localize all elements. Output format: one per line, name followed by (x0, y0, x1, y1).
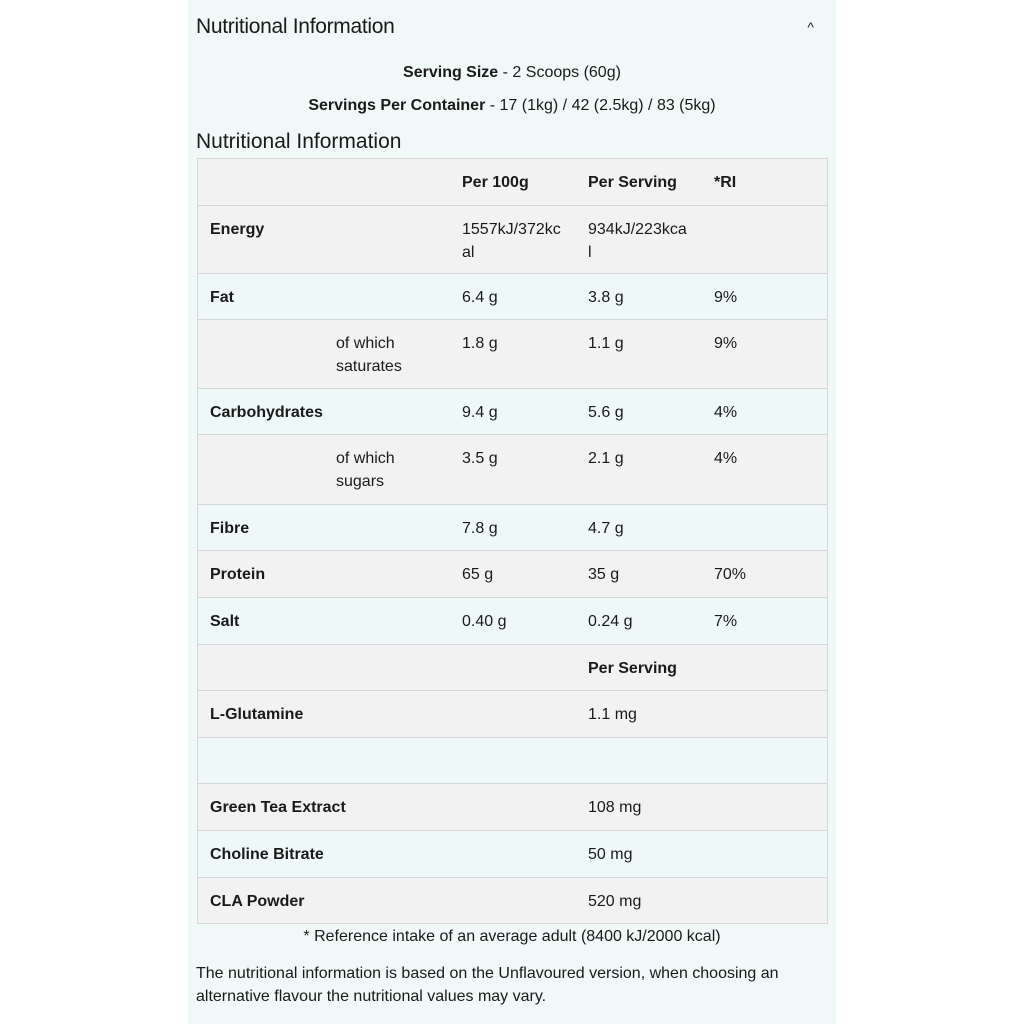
row-name: Energy (198, 206, 337, 274)
reference-intake-footnote: * Reference intake of an average adult (8400 kJ/2000 kcal) (303, 928, 721, 945)
accordion-header[interactable] (196, 10, 828, 44)
row-name: Salt (198, 598, 337, 645)
row-sub (336, 206, 462, 274)
row-ri (714, 206, 828, 274)
nutrition-table (197, 158, 828, 924)
servings-per-container-value: - 17 (1kg) / 42 (2.5kg) / 83 (5kg) (485, 97, 716, 114)
table-row (198, 878, 828, 924)
row-sub (336, 645, 462, 691)
table-row (198, 389, 828, 435)
accordion-title: Nutritional Information (196, 15, 395, 38)
serving-size (188, 64, 836, 82)
row-per100: 1557kJ/372kcal (462, 221, 561, 261)
row-ri (714, 505, 828, 551)
row-name: Carbohydrates (198, 389, 337, 435)
header-cell (198, 159, 337, 206)
row-per100: 7.8 g (462, 505, 588, 551)
table-row (198, 320, 828, 389)
row-name: Fat (198, 274, 337, 320)
header-per-serving: Per Serving (588, 159, 714, 206)
table-row (198, 691, 828, 738)
row-per100: 9.4 g (462, 389, 588, 435)
row-serving (588, 738, 714, 784)
table-row (198, 435, 828, 505)
row-ri: 4% (714, 435, 828, 505)
row-name: Protein (198, 551, 337, 598)
row-serving: 35 g (588, 551, 714, 598)
table-row (198, 505, 828, 551)
row-per100: 65 g (462, 551, 588, 598)
row-ri: 7% (714, 598, 828, 645)
row-ri (714, 738, 828, 784)
row-ri (714, 878, 828, 924)
row-name (198, 435, 337, 505)
row-serving: 50 mg (588, 831, 714, 878)
row-per100: 3.5 g (462, 435, 588, 505)
row-ri: 9% (714, 274, 828, 320)
row-sub (336, 389, 462, 435)
serving-size-label: Serving Size (403, 64, 499, 81)
row-name: Green Tea Extract (198, 784, 589, 831)
row-serving: 934kJ/223kcal (588, 221, 687, 261)
row-serving: 520 mg (588, 878, 714, 924)
row-sub (336, 551, 462, 598)
row-serving: 108 mg (588, 784, 714, 831)
row-name: Choline Bitrate (198, 831, 589, 878)
row-ri (714, 691, 828, 738)
row-ri (714, 831, 828, 878)
table-row (198, 784, 828, 831)
header-cell (336, 159, 462, 206)
table-row-blank (198, 738, 828, 784)
row-sub: of which sugars (336, 450, 395, 490)
row-per100 (462, 645, 588, 691)
row-sub (336, 505, 462, 551)
row-sub (336, 274, 462, 320)
row-ri (714, 784, 828, 831)
nutrition-panel (188, 0, 836, 1024)
table-row (198, 645, 828, 691)
table-row (198, 551, 828, 598)
row-name (198, 320, 337, 389)
row-ri: 4% (714, 389, 828, 435)
row-ri (714, 645, 828, 691)
row-serving: 4.7 g (588, 505, 714, 551)
row-serving: 5.6 g (588, 389, 714, 435)
header-ri: *RI (714, 159, 828, 206)
row-name (198, 738, 589, 784)
subheader-per-serving: Per Serving (588, 645, 714, 691)
row-per100: 0.40 g (462, 598, 588, 645)
table-title: Nutritional Information (196, 130, 402, 153)
row-name: Fibre (198, 505, 337, 551)
chevron-up-icon[interactable]: ^ (807, 19, 814, 35)
table-header-row (198, 159, 828, 206)
row-serving: 2.1 g (588, 435, 714, 505)
row-per100: 6.4 g (462, 274, 588, 320)
servings-per-container (188, 97, 836, 115)
row-serving: 0.24 g (588, 598, 714, 645)
row-name (198, 645, 337, 691)
row-per100: 1.8 g (462, 320, 588, 389)
table-row (198, 831, 828, 878)
row-serving: 3.8 g (588, 274, 714, 320)
row-sub: of which saturates (336, 335, 402, 375)
table-row (198, 274, 828, 320)
table-row (198, 598, 828, 645)
row-ri: 70% (714, 551, 828, 598)
row-sub (336, 598, 462, 645)
row-name: L-Glutamine (198, 691, 589, 738)
row-serving: 1.1 g (588, 320, 714, 389)
table-row (198, 206, 828, 274)
row-name: CLA Powder (198, 878, 589, 924)
row-serving: 1.1 mg (588, 691, 714, 738)
row-ri: 9% (714, 320, 828, 389)
flavour-disclaimer: The nutritional information is based on the Unflavoured version, when choosing an alternative flavour the nutritional values may vary. (196, 965, 779, 1005)
header-per100: Per 100g (462, 159, 588, 206)
servings-per-container-label: Servings Per Container (308, 97, 486, 114)
serving-size-value: - 2 Scoops (60g) (498, 64, 621, 81)
